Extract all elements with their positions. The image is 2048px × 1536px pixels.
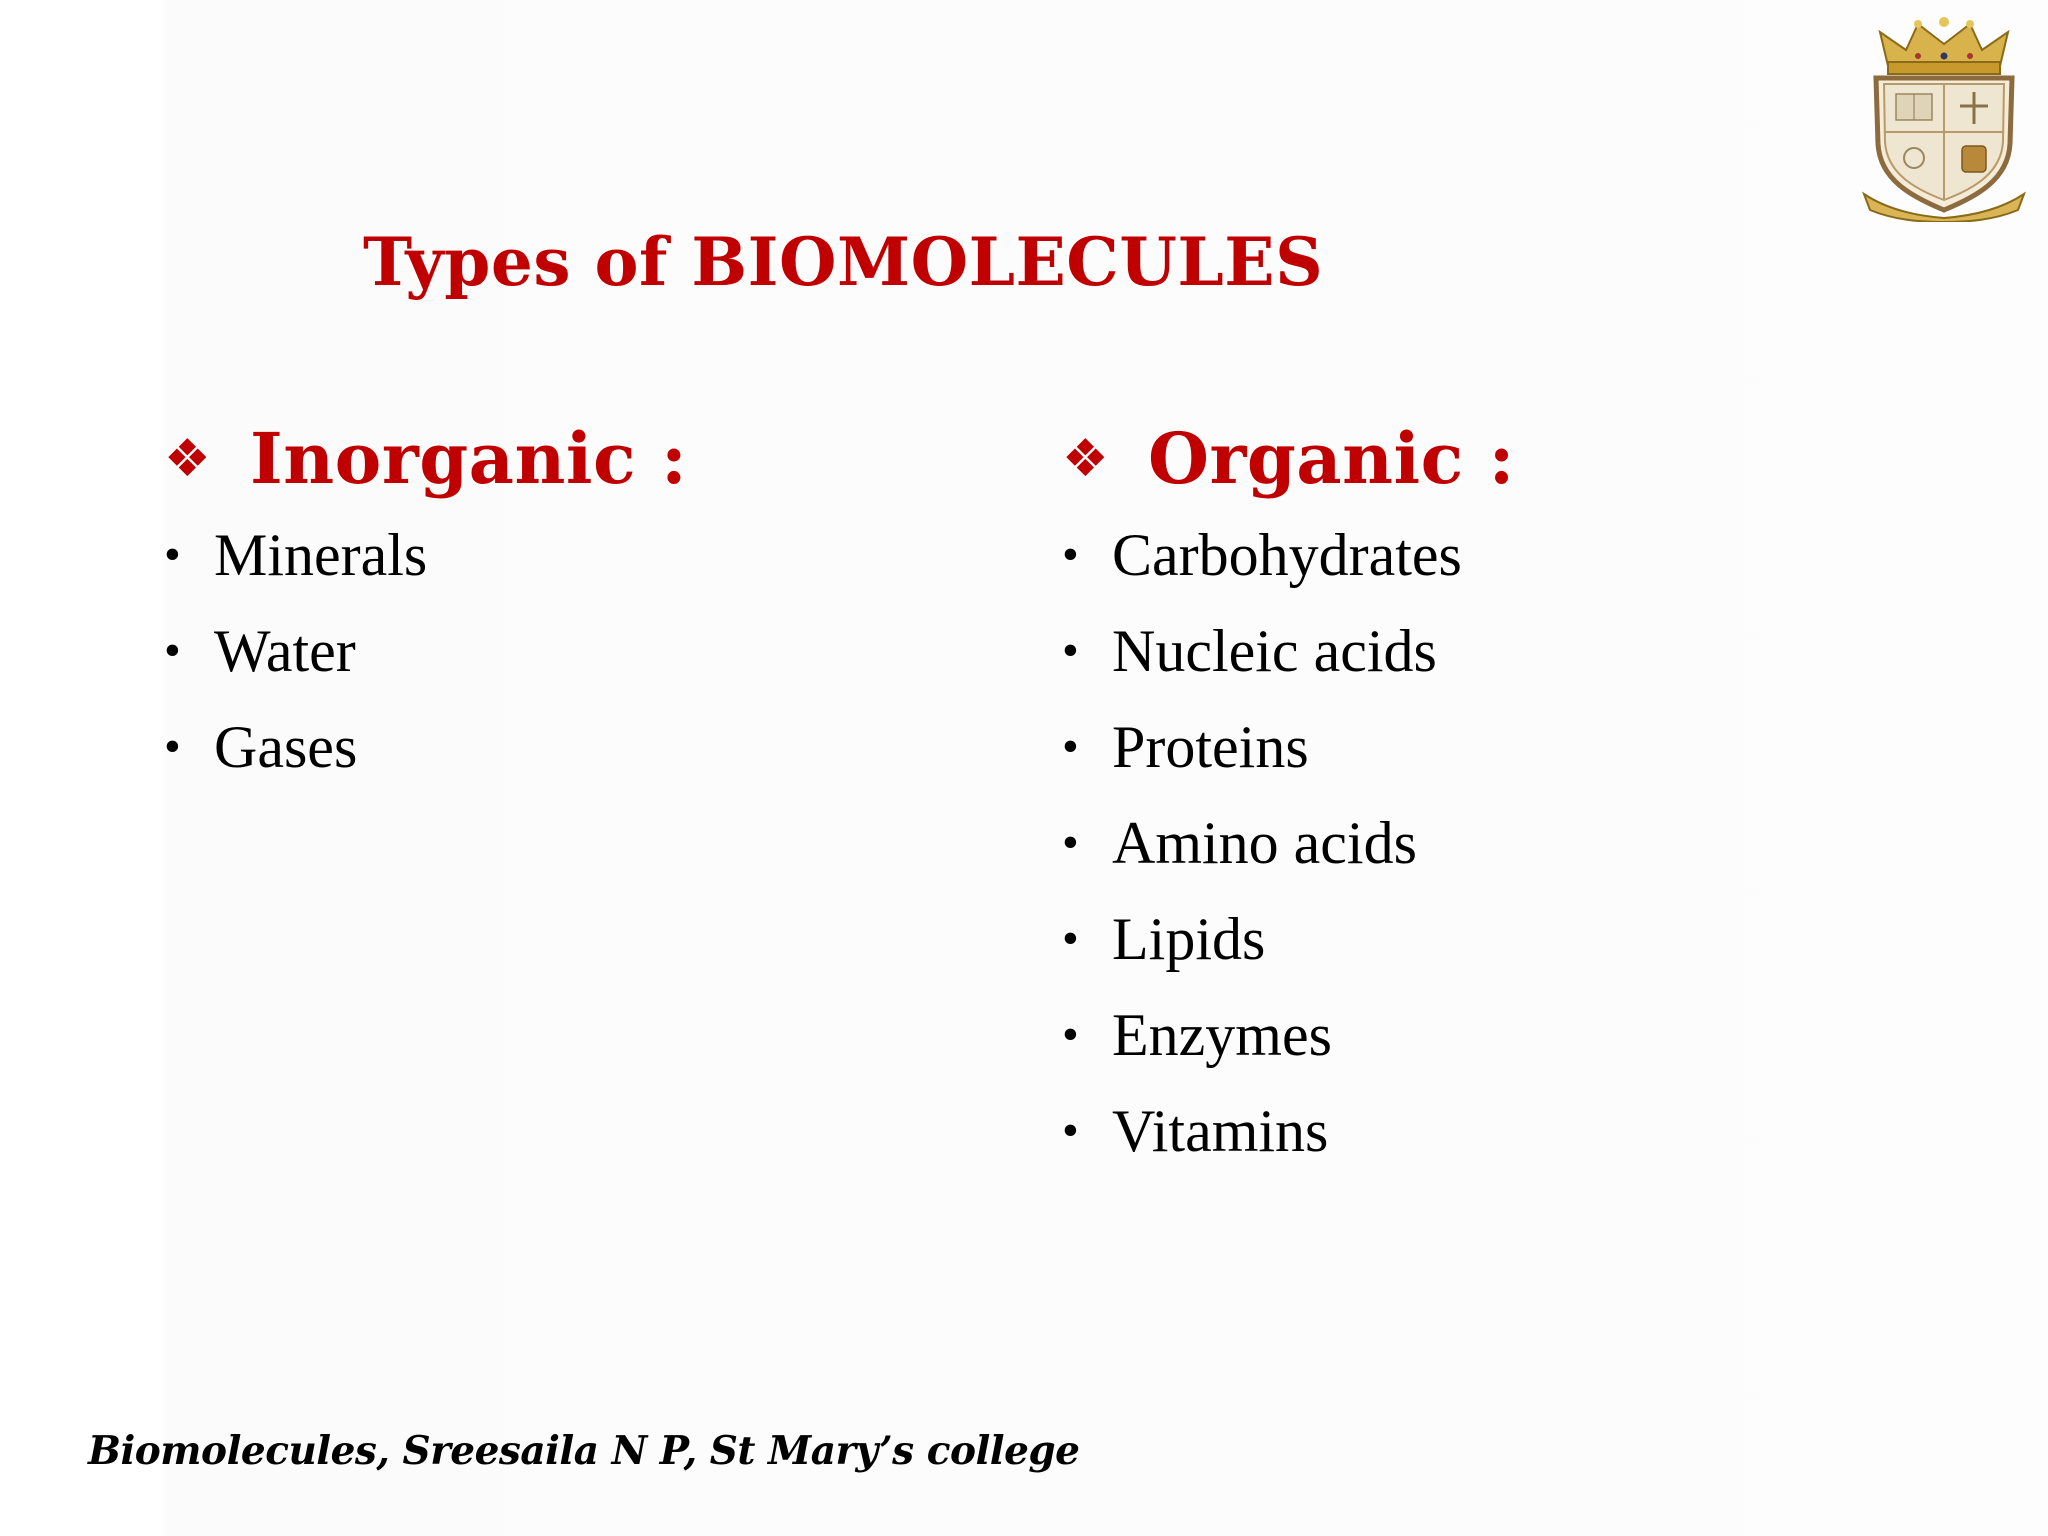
- slide-title: Types of BIOMOLECULES: [363, 223, 1324, 301]
- list-item: [1062, 1083, 1515, 1179]
- list-item-text: Water: [214, 618, 356, 684]
- organic-column: [1062, 415, 1515, 1179]
- list-item-text: Amino acids: [1112, 810, 1417, 876]
- bullet-icon: •: [1062, 624, 1079, 677]
- organic-list: [1062, 507, 1515, 1179]
- inorganic-heading: [164, 415, 687, 503]
- bullet-icon: •: [164, 720, 181, 773]
- bullet-icon: •: [1062, 720, 1079, 773]
- list-item: [164, 699, 687, 795]
- bullet-icon: •: [1062, 912, 1079, 965]
- list-item-text: Proteins: [1112, 714, 1309, 780]
- list-item-text: Enzymes: [1112, 1002, 1332, 1068]
- list-item: [1062, 891, 1515, 987]
- bullet-icon: •: [164, 528, 181, 581]
- bullet-icon: •: [1062, 1008, 1079, 1061]
- list-item-text: Nucleic acids: [1112, 618, 1437, 684]
- list-item: [1062, 699, 1515, 795]
- list-item-text: Lipids: [1112, 906, 1266, 972]
- list-item: [164, 507, 687, 603]
- organic-heading: [1062, 415, 1515, 503]
- slide-footer: Biomolecules, Sreesaila N P, St Mary’s college: [88, 1428, 1080, 1474]
- inorganic-heading-text: Inorganic :: [250, 417, 688, 500]
- college-crest-icon: [1858, 14, 2030, 222]
- diamond-bullet-icon: ❖: [1062, 429, 1109, 489]
- bullet-icon: •: [1062, 528, 1079, 581]
- list-item: [164, 603, 687, 699]
- inorganic-list: [164, 507, 687, 795]
- list-item: [1062, 603, 1515, 699]
- inorganic-column: [164, 415, 687, 795]
- list-item: [1062, 795, 1515, 891]
- list-item: [1062, 507, 1515, 603]
- list-item-text: Carbohydrates: [1112, 522, 1462, 588]
- shield-icon: [1876, 78, 2012, 210]
- list-item: [1062, 987, 1515, 1083]
- organic-heading-text: Organic :: [1148, 417, 1515, 500]
- crown-icon: [1880, 17, 2008, 74]
- bullet-icon: •: [1062, 816, 1079, 869]
- bullet-icon: •: [164, 624, 181, 677]
- list-item-text: Vitamins: [1112, 1098, 1329, 1164]
- list-item-text: Gases: [214, 714, 358, 780]
- diamond-bullet-icon: ❖: [164, 429, 211, 489]
- list-item-text: Minerals: [214, 522, 428, 588]
- bullet-icon: •: [1062, 1104, 1079, 1157]
